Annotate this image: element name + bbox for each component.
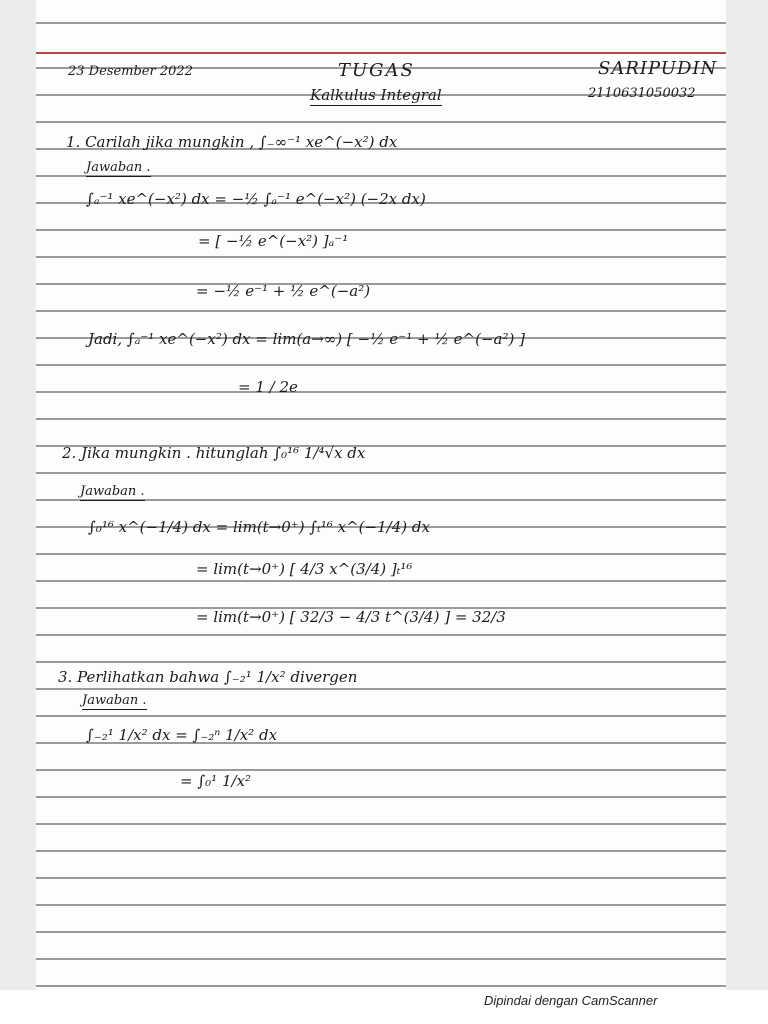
top-margin-rule	[36, 52, 726, 54]
problem2-step1: ∫₀¹⁶ x^(−1/4) dx = lim(t→0⁺) ∫ₜ¹⁶ x^(−1/4) dx	[88, 518, 430, 536]
problem1-step4: Jadi, ∫ₐ⁻¹ xe^(−x²) dx = lim(a→∞) [ −½ e⁻¹ + ½ e^(−a²) ]	[88, 330, 525, 348]
problem3-question: 3. Perlihatkan bahwa ∫₋₂¹ 1/x² divergen	[58, 668, 358, 686]
problem2-question: 2. Jika mungkin . hitunglah ∫₀¹⁶ 1/⁴√x dx	[62, 444, 366, 462]
problem1-step3: = −½ e⁻¹ + ½ e^(−a²)	[196, 282, 371, 300]
problem1-step2: = [ −½ e^(−x²) ]ₐ⁻¹	[198, 232, 349, 250]
problem3-answer-label: Jawaban .	[82, 693, 147, 708]
problem2-answer-label: Jawaban .	[80, 484, 145, 499]
student-id: 2110631050032	[588, 86, 696, 101]
assignment-title: TUGAS	[338, 60, 415, 81]
problem2-step2: = lim(t→0⁺) [ 4/3 x^(3/4) ]ₜ¹⁶	[196, 560, 413, 578]
problem1-step5: = 1 / 2e	[238, 378, 298, 396]
problem2-step3: = lim(t→0⁺) [ 32/3 − 4/3 t^(3/4) ] = 32/3	[196, 608, 506, 626]
problem1-step1: ∫ₐ⁻¹ xe^(−x²) dx = −½ ∫ₐ⁻¹ e^(−x²) (−2x dx)	[86, 190, 426, 208]
problem3-step1: ∫₋₂¹ 1/x² dx = ∫₋₂ⁿ 1/x² dx	[86, 726, 278, 744]
date-text: 23 Desember 2022	[68, 64, 193, 79]
problem1-question: 1. Carilah jika mungkin , ∫₋∞⁻¹ xe^(−x²) dx	[66, 133, 398, 151]
problem1-answer-label: Jawaban .	[86, 160, 151, 175]
scanner-watermark: Dipindai dengan CamScanner	[484, 993, 658, 1008]
student-name: SARIPUDIN	[598, 58, 718, 79]
problem3-step2: = ∫₀¹ 1/x²	[180, 772, 252, 790]
assignment-subtitle: Kalkulus Integral	[310, 86, 442, 104]
